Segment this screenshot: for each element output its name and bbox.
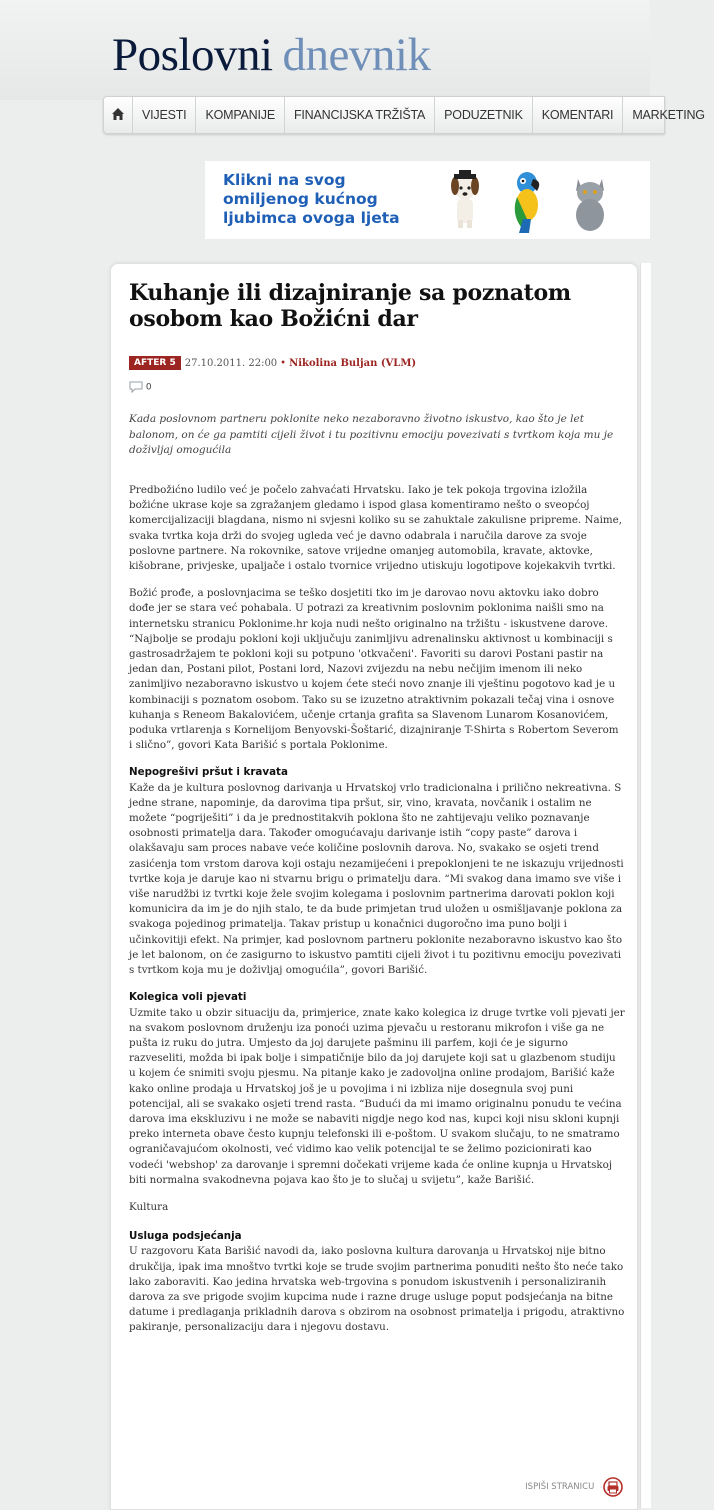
nav-item-marketing[interactable]: MARKETING — [622, 97, 714, 133]
paragraph: U razgovoru Kata Barišić navodi da, iako poslovna kultura darovanja u Hrvatskoj nije bitno drukčija, ipak ima mnoštvo tvrtki koje se trude svojim partnerima ponuditi nešto što neće tako lako zaboraviti. Kao jedina hrvatska web-trgovina s ponudom iskustvenih i personaliziranih darova za sve prigode svojim kupcima nude i razne druge usluge poput podsjećanja na bitne datume i predlaganja prikladnih darova s obzirom na osobnost primatelja i prigodu, atraktivno pakiranje, personalizaciju dara i njegovu dostavu. — [129, 1245, 625, 1334]
article-author[interactable]: Nikolina Buljan (VLM) — [289, 358, 417, 369]
logo-part2: dnevnik — [282, 29, 431, 81]
paragraph: Božić prođe, a poslovnjacima se teško dosjetiti tko im je darovao novu aktovku iako dobro dođe jer se stara već pohabala. U potrazi za kreativnim poslovnim poklonima naišli smo na internetsku stranicu Poklonime.hr koja nudi nešto originalno na tržištu - iskustvene darove. “Najbolje se prodaju pokloni koji uključuju zanimljivu adrenalinsku aktivnost u kombinaciji s gastrosadržajem te pokloni koji su potpuno 'otkvačeni'. Favoriti su darovi Postani pastir na jedan dan, Postani pilot, Postani lord, Nazovi zvijezdu na nebu nečijim imenom ili neko zanimljivo nezaboravno iskustvo u kojem ćete steći novo znanje ili vještinu pogotovo kad je u kombinaciji s poznatom osobom. Tako su se izuzetno atraktivnim pokazali tečaj vina i osnove kuhanja s Reneom Bakalovićem, učenje crtanja grafita sa Slavenom Lunarom Kosanovićem, poduka vrtlarenja s Kornelijom Benyovski-Šoštarić, dizajniranje T-Shirta s Robertom Severom i slično”, govori Kata Barišić s portala Poklonime. — [129, 587, 619, 752]
ad-banner[interactable] — [205, 161, 650, 239]
article-date: 27.10.2011. 22:00 — [184, 358, 278, 369]
category-badge[interactable]: AFTER 5 — [129, 356, 181, 370]
section-heading: Nepogrešivi pršut i kravata — [129, 766, 288, 779]
paragraph: Predbožićno ludilo već je počelo zahvaćati Hrvatsku. Iako je tek pokoja trgovina izložila božićne ukrase koje sa zgražanjem gledamo i ispod glasa komentiramo nešto o sveopćoj komercijalizaciji blagdana, nismo ni svjesni koliko su se zahuktale zakulisne pripreme. Naime, svaka tvrtka koja drži do svojeg ugleda već je davno odabrala i naručila darove za svoje poslovne partnere. Na rokovnike, satove vrijedne omanjeg automobila, kravate, aktovke, kišobrane, privjeske, upaljače i ostalo tvornice vrijedno utiskuju logotipove kojekakvih tvrtki. — [129, 484, 623, 573]
banner-line: omiljenog kućnog — [223, 190, 378, 208]
meta-separator: • — [280, 358, 287, 369]
nav-item-kompanije[interactable]: KOMPANIJE — [195, 97, 284, 133]
dog-icon — [445, 171, 485, 229]
section-heading: Usluga podsjećanja — [129, 1230, 242, 1243]
parrot-icon — [505, 167, 551, 233]
article-title: Kuhanje ili dizajniranje sa poznatom osobom kao Božićni dar — [129, 280, 571, 332]
comment-icon — [129, 381, 143, 393]
comments-count: 0 — [145, 382, 152, 393]
print-label: ISPIŠI STRANICU — [525, 1482, 595, 1492]
nav-item-financijska-trzista[interactable]: FINANCIJSKA TRŽIŠTA — [284, 97, 434, 133]
site-logo[interactable] — [112, 28, 430, 82]
right-column-edge — [640, 263, 651, 1508]
nav-home[interactable] — [104, 97, 132, 133]
article-meta — [129, 356, 416, 371]
banner-line: Klikni na svog — [223, 171, 346, 189]
logo-part1: Poslovni — [112, 29, 273, 81]
paragraph: Kaže da je kultura poslovnog darivanja u Hrvatskoj vrlo tradicionalna i prilično nekreativna. S jedne strane, napominje, da darovima tipa pršut, sir, vino, kravata, novčanik i ostalim ne možete “pogriješiti” i da je prednostitakvih poklona što ne zahtijevaju veliko poznavanje osobnosti primatelja dara. Također omogućavaju darivanje istih “copy paste” darova i olakšavaju sam proces nabave veće količine poslovnih darova. No, svakako se osjeti trend zasićenja tom vrstom darova koji ostaju nezamijećeni i prepoklonjeni te ne iskazuju vrijednosti tvrtke koja je daruje kao ni stvarnu brigu o primatelju dara. “Mi svakog dana imamo sve više i više narudžbi iz tvrtki koje žele svojim kolegama i poslovnim partnerima darovati poklon koji komunicira da im je do njih stalo, te da bude primjetan trud uložen u osmišljavanje poklona za svakoga pojedinog primatelja. Takav pristup u konačnici dugoročno ima puno bolji i učinkovitiji efekt. Na primjer, kad poslovnom partneru poklonite nezaboravno iskustvo kao što je let balonom, on će zasigurno to iskustvo pamtiti cijeli život i tu pozitivnu emociju povezivati s tvrtkom koja mu je doživljaj omogućila”, govori Barišić. — [129, 781, 624, 977]
article-body — [129, 483, 625, 1348]
print-icon — [603, 1477, 623, 1497]
banner-line: ljubimca ovoga ljeta — [223, 209, 400, 227]
banner-text — [223, 171, 400, 228]
home-icon — [112, 108, 124, 120]
masthead — [0, 0, 650, 100]
cat-icon — [570, 171, 610, 231]
comments-link[interactable] — [129, 381, 152, 395]
nav-item-komentari[interactable]: KOMENTARI — [532, 97, 623, 133]
print-page-button[interactable] — [525, 1477, 623, 1499]
article-card — [110, 263, 638, 1510]
nav-item-poduzetnik[interactable]: PODUZETNIK — [434, 97, 532, 133]
main-nav — [103, 96, 705, 134]
kultura-label: Kultura — [129, 1200, 169, 1213]
article-lead: Kada poslovnom partneru poklonite neko nezaboravno životno iskustvo, kao što je let balonom, on će ga pamtiti cijeli život i tu pozitivnu emociju povezivati s tvrtkom koja mu je doživljaj omogućila — [129, 413, 614, 456]
section-heading: Kolegica voli pjevati — [129, 991, 247, 1004]
paragraph: Uzmite tako u obzir situaciju da, primjerice, znate kako kolegica iz druge tvrtke voli pjevati jer na svakom poslovnom druženju iza ponoći uzima pjevaču u restoranu mikrofon i više ga ne pušta iz ruku do jutra. Umjesto da joj darujete pašminu ili parfem, koji će je sigurno razveseliti, možda bi ipak bolje i simpatičnije bilo da joj darujete koji sat u glazbenom studiju u kojem će snimiti svoju pjesmu. Na pitanje kako je zadovoljna online prodajom, Barišić kaže kako online prodaja u Hrvatskoj još je u povojima i ni izbliza nije dosegnula svoj puni potencijal, ali se svakako osjeti trend rasta. “Budući da mi imamo originalnu ponudu te većina darova ima ekskluzivu i ne može se nabaviti nigdje nego kod nas, kupci koji nisu skloni kupnji preko interneta obave često kupnju telefonski ili e-poštom. U svakom slučaju, to ne smatramo ograničavajućom okolnosti, već vidimo kao velik potencijal te se želimo pozicionirati kao vodeći 'webshop' za darovanje i spremni dočekati vrijeme kada će online kupnja u Hrvatskoj biti normalna svakodnevna pojava kao što je to slučaj u svijetu”, kaže Barišić. — [129, 1006, 625, 1186]
nav-item-vijesti[interactable]: VIJESTI — [132, 97, 195, 133]
